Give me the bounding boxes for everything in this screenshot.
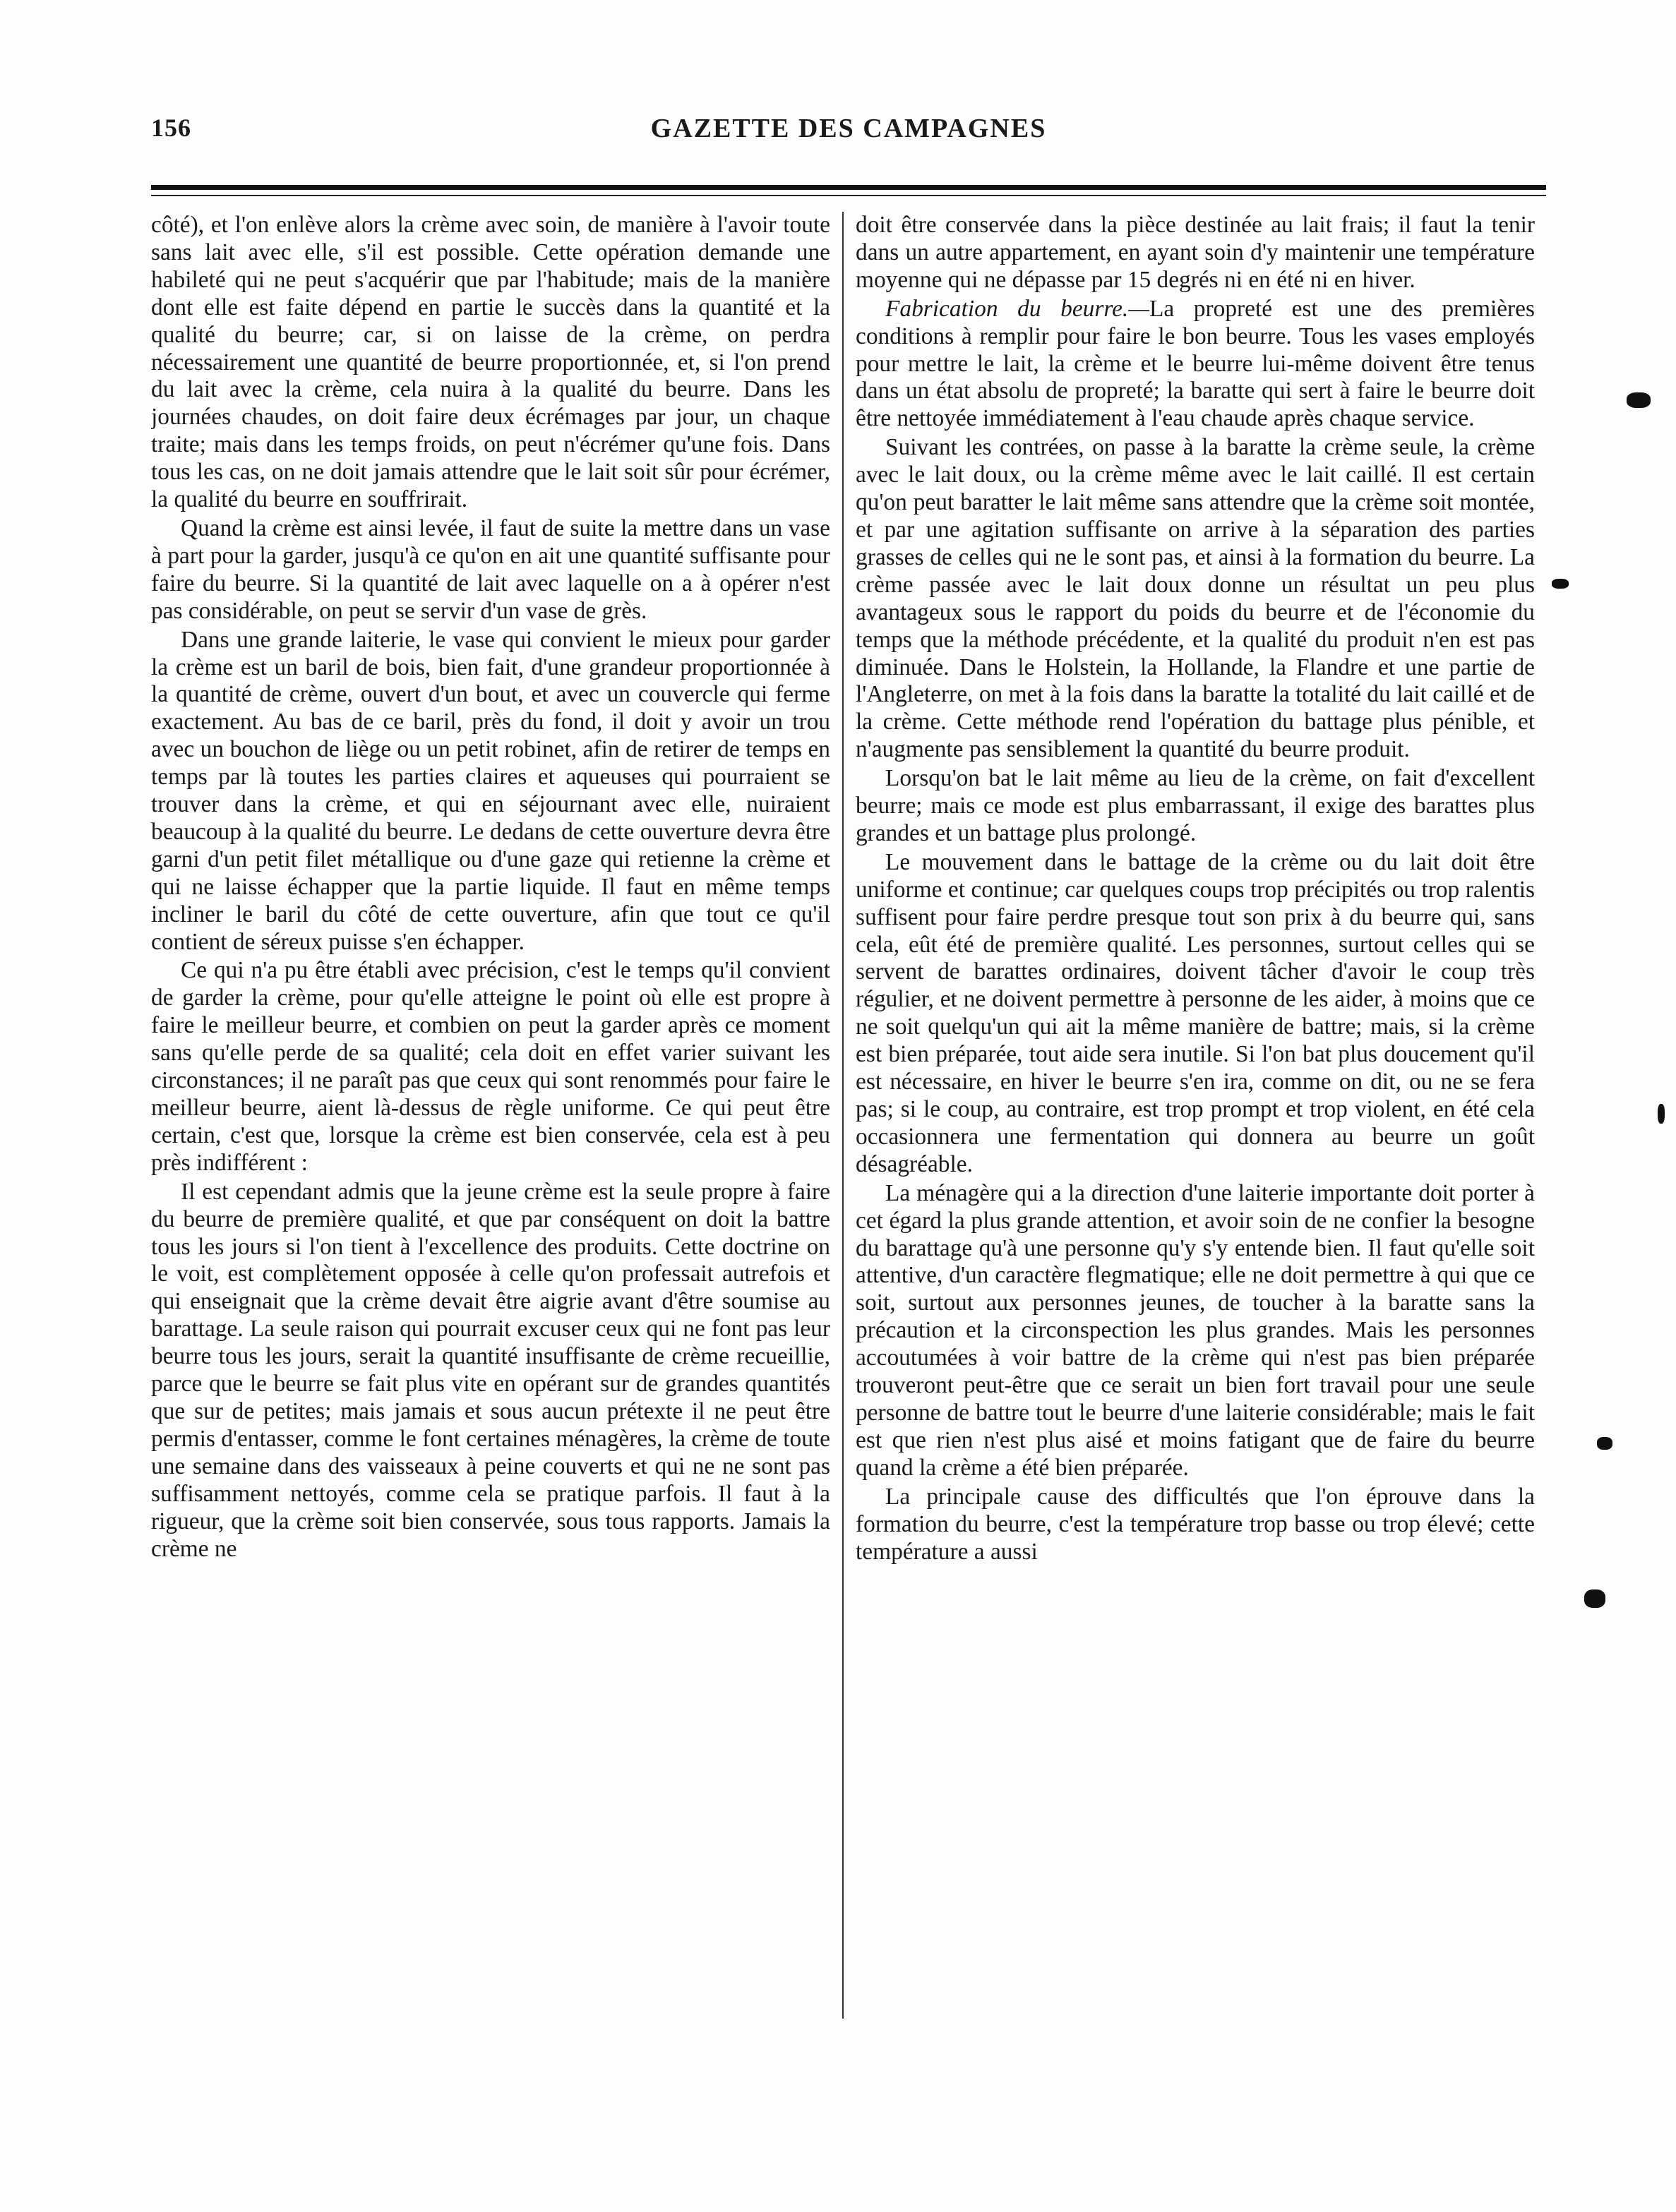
header-rule-thin bbox=[151, 195, 1546, 196]
left-column bbox=[151, 212, 830, 2132]
scan-speck bbox=[1552, 579, 1569, 589]
left-paragraph-4: Ce qui n'a pu être établi avec précision, c'est le temps qu'il convient de garder la crème, pour qu'elle atteigne le point où elle est propre à faire le meilleur beurre, et combien on peut la garder après ce moment sans qu'elle perde de sa qualité; cela doit en effet varier suivant les circonstances; il ne paraît pas que ceux qui sont renommés pour faire le meilleur beurre, aient là-dessus de règle uniforme. Ce qui peut être certain, c'est que, lorsque la crème est bien conservée, cela est à peu près indifférent : bbox=[151, 957, 830, 1176]
scan-speck bbox=[1658, 1104, 1665, 1124]
right-paragraph-2-text: La propreté est une des premières conditions à remplir pour faire le bon beurre. Tous les vases employés pour mettre le lait, la crème et le beurre lui-même doivent être tenus dans un état absolu de propreté; la baratte qui sert à faire le beurre doit être nettoyée immédiatement à l'eau chaude après chaque service. bbox=[856, 295, 1535, 432]
scan-speck bbox=[1584, 1589, 1605, 1608]
column-divider bbox=[842, 212, 844, 2019]
running-title: GAZETTE DES CAMPAGNES bbox=[650, 114, 1047, 143]
scan-speck bbox=[1597, 1437, 1612, 1450]
left-paragraph-5: Il est cependant admis que la jeune crème est la seule propre à faire du beurre de première qualité, et que par conséquent on doit la battre tous les jours si l'on tient à l'excellence des produits. Cette doctrine on le voit, est complètement opposée à celle qu'on professait autrefois et qui enseignait que la crème devait être aigrie avant d'être soumise au barattage. La seule raison qui pourrait excuser ceux qui ne font pas leur beurre tous les jours, serait la quantité insuffisante de crème recueillie, parce que le beurre se fait plus vite en opérant sur de grandes quantités que sur de petites; mais jamais et sous aucun prétexte il ne peut être permis d'entasser, comme le font certaines ménagères, la crème de toute une semaine dans des vaisseaux à peine couverts et qui ne ne sont pas suffisamment nettoyés, comme cela se pratique parfois. Il faut à la rigueur, que la crème soit bien conservée, sous tous rapports. Jamais la crème ne bbox=[151, 1178, 830, 1562]
header-rule-thick bbox=[151, 185, 1546, 190]
left-paragraph-3: Dans une grande laiterie, le vase qui convient le mieux pour garder la crème est un baril de bois, bien fait, d'une grandeur proportionnée à la quantité de crème, ouvert d'un bout, et avec un couvercle qui ferme exactement. Au bas de ce baril, près du fond, il doit y avoir un trou avec un bouchon de liège ou un petit robinet, afin de retirer de temps en temps par là toutes les parties claires et aqueuses qui pourraient se trouver dans la crème, et qui en séjournant avec elle, nuiraient beaucoup à la qualité du beurre. Le dedans de cette ouverture devra être garni d'un petit filet métallique ou d'une gaze qui retienne la crème et qui ne laisse échapper que la partie liquide. Il faut en même temps incliner le baril du côté de cette ouverture, afin que tout ce qu'il contient de séreux puisse s'en échapper. bbox=[151, 626, 830, 955]
left-paragraph-1: côté), et l'on enlève alors la crème avec soin, de manière à l'avoir toute sans lait avec elle, s'il est possible. Cette opération demande une habileté qui ne peut s'acquérir que par l'habitude; mais de la manière dont elle est faite dépend en partie le succès dans la quantité et la qualité du beurre; car, si on laisse de la crème, on perdra nécessairement une quantité de beurre proportionnée, et, si l'on prend du lait avec la crème, cela nuira à la qualité du beurre. Dans les journées chaudes, on doit faire deux écrémages par jour, un chaque traite; mais dans les temps froids, on peut n'écrémer qu'une fois. Dans tous les cas, on ne doit jamais attendre que le lait soit sûr pour écrémer, la qualité du beurre en souffrirait. bbox=[151, 212, 830, 513]
right-paragraph-5: Le mouvement dans le battage de la crème ou du lait doit être uniforme et continue; car quelques coups trop précipités ou trop ralentis suffisent pour faire perdre presque tout son prix à du beurre qui, sans cela, eût été de première qualité. Les personnes, surtout celles qui se servent de barattes ordinaires, doivent tâcher d'avoir le coup très régulier, et ne doivent permettre à personne de les aider, à moins que ce ne soit quelqu'un qui ait la même manière de battre; mais, si la crème est bien préparée, tout aide sera inutile. Si l'on bat plus doucement qu'il est nécessaire, en hiver le beurre s'en ira, comme on dit, ou ne se fera pas; si le coup, au contraire, est trop prompt et trop violent, en été cela occasionnera une fermentation qui donnera au beurre un goût désagréable. bbox=[856, 848, 1535, 1177]
right-paragraph-6: La ménagère qui a la direction d'une laiterie importante doit porter à cet égard la plus grande attention, et avoir soin de ne confier la besogne du barattage qu'à une personne qu'y s'y entende bien. Il faut qu'elle soit attentive, d'un caractère flegmatique; elle ne doit permettre à qui que ce soit, surtout aux personnes jeunes, de toucher à la baratte sans la précaution et la circonspection les plus grandes. Mais les personnes accoutumées à voir battre de la crème qui n'est pas bien préparée trouveront peut-être que ce serait un bien fort travail pour une seule personne de battre tout le beurre d'une laiterie considérable; mais le fait est que rien n'est plus aisé et moins fatigant que de faire du beurre quand la crème a été bien préparée. bbox=[856, 1179, 1535, 1481]
section-heading: Fabrication du beurre.— bbox=[885, 295, 1149, 322]
page-header bbox=[151, 113, 1546, 155]
right-paragraph-2 bbox=[856, 296, 1535, 433]
scan-speck bbox=[1627, 392, 1651, 408]
right-paragraph-1: doit être conservée dans la pièce destinée au lait frais; il faut la tenir dans un autre appartement, en ayant soin d'y maintenir une température moyenne qui ne dépasse par 15 degrés ni en été ni en hiver. bbox=[856, 212, 1535, 293]
right-paragraph-4: Lorsqu'on bat le lait même au lieu de la crème, on fait d'excellent beurre; mais ce mode est plus embarrassant, il exige des barattes plus grandes et un battage plus prolongé. bbox=[856, 765, 1535, 846]
right-paragraph-7: La principale cause des difficultés que l'on éprouve dans la formation du beurre, c'est la température trop basse ou trop élevé; cette température a aussi bbox=[856, 1483, 1535, 1565]
right-column bbox=[856, 212, 1535, 2132]
page-number: 156 bbox=[151, 114, 191, 142]
left-paragraph-2: Quand la crème est ainsi levée, il faut de suite la mettre dans un vase à part pour la garder, jusqu'à ce qu'on en ait une quantité suffisante pour faire du beurre. Si la quantité de lait avec laquelle on a à opérer n'est pas considérable, on peut se servir d'un vase de grès. bbox=[151, 515, 830, 624]
right-paragraph-3: Suivant les contrées, on passe à la baratte la crème seule, la crème avec le lait doux, ou la crème même avec le lait caillé. Il est certain qu'on peut baratter le lait même sans attendre que la crème soit montée, et par une agitation suffisante on arrive à la séparation des parties grasses de celles qui ne le sont pas, et ainsi à la formation du beurre. La crème passée avec le lait doux donne un résultat un peu plus avantageux sous le rapport du poids du beurre et de l'économie du temps que la méthode précédente, et la qualité du produit n'en est pas diminuée. Dans le Holstein, la Hollande, la Flandre et une partie de l'Angleterre, on met à la fois dans la baratte la totalité du lait caillé et de la crème. Cette méthode rend l'opération du battage plus pénible, et n'augmente pas sensiblement la quantité du beurre produit. bbox=[856, 434, 1535, 763]
